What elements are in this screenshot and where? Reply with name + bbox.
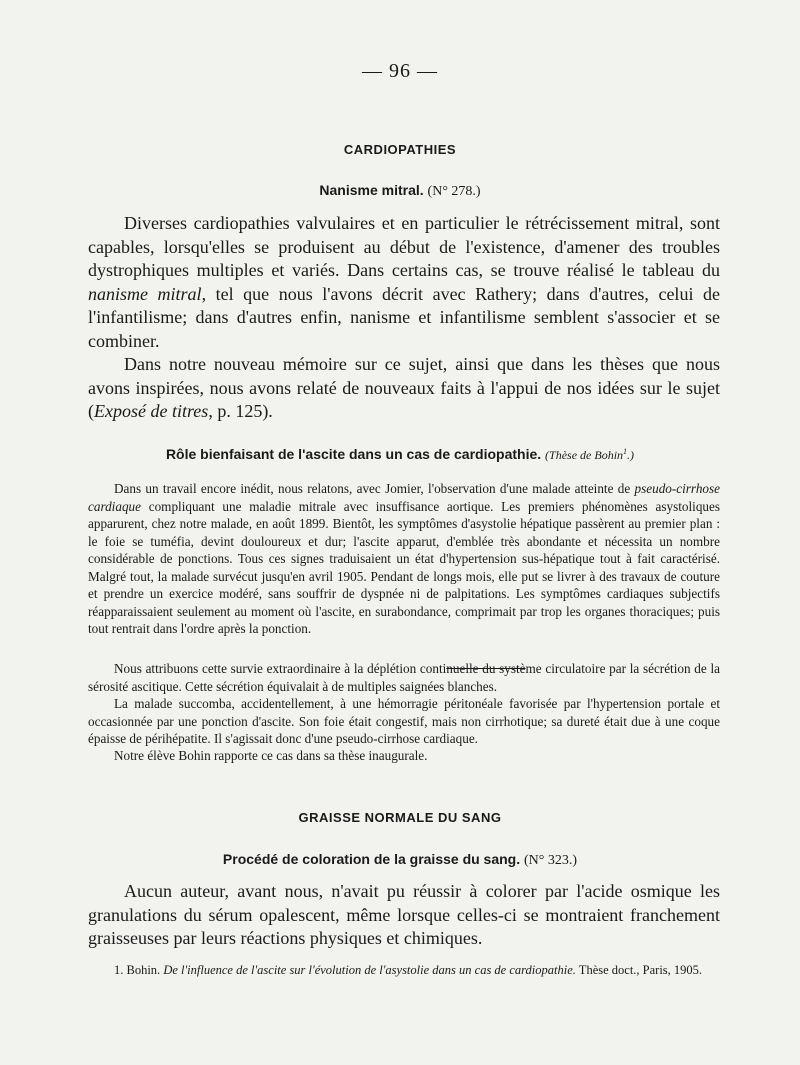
paragraph-ascite-4: Notre élève Bohin rapporte ce cas dans sa thèse inaugurale. [114, 748, 428, 763]
footnote-text: Thèse doct., Paris, 1905. [575, 963, 703, 977]
footnote [88, 962, 720, 979]
subheading-title: Nanisme mitral. [319, 182, 424, 198]
struck-text: nuelle du systè [446, 661, 526, 676]
text-run: , p. 125). [208, 401, 273, 421]
paragraph-ascite-1 [88, 480, 720, 638]
subheading-number: (N° 278.) [427, 184, 481, 199]
paragraph-nanisme-2 [88, 353, 720, 424]
italic-reference: Exposé de titres [94, 401, 209, 421]
paragraph-ascite-2 [88, 660, 720, 695]
section-heading-cardiopathies: CARDIOPATHIES [343, 142, 457, 157]
section-heading-graisse: GRAISSE NORMALE DU SANG [298, 810, 502, 825]
subheading-nanisme-mitral [0, 182, 800, 200]
footnote-number: 1. Bohin. [114, 963, 164, 977]
paragraph-nanisme-1 [88, 212, 720, 353]
text-run: me circulatoire par la sécrétion de la sérosité ascitique. Cette sécrétion équivalait à de multiples saignées blanches. [88, 661, 720, 694]
paragraph-ascite-3: La malade succomba, accidentellement, à une hémorragie péritonéale favorisée par l'hypertension portale et occasionnée par une ponction d'ascite. Son foie était congestif, mais non cirrhotique; sa dureté était due à une coque épaisse de périhépatite. Il s'agissait donc d'une pseudo-cirrhose cardiaque. [88, 696, 720, 746]
page-number: — 96 — [362, 60, 438, 82]
text-run: Dans un travail encore inédit, nous relatons, avec Jomier, l'observation d'une malade atteinte de [114, 481, 635, 496]
text-run: Nous attribuons cette survie extraordinaire à la déplétion conti [114, 661, 447, 676]
italic-term: pseudo-cirrhose cardiaque [88, 481, 720, 514]
text-run: Dans notre nouveau mémoire sur ce sujet, ainsi que dans les thèses que nous avons inspirées, nous avons relaté de nouveaux faits à l'appui de nos idées sur le sujet ( [88, 354, 720, 421]
text-run: compliquant une maladie mitrale avec insuffisance aortique. Les premiers phénomènes asystoliques apparurent, chez notre malade, en août 1899. Bientôt, les symptômes d'asystolie hépatique passèrent au premier plan : le foie se tuméfia, devint douloureux et dur; l'ascite apparut, d'emblée très abondante et nécessita un nombre considérable de ponctions. Tous ces signes traduisaient un état d'hypertension sus-hépatique tout à fait caractérisé. Malgré tout, la malade survécut jusqu'en avril 1905. Pendant de longs mois, elle put se livrer à des travaux de couture et prendre un exercice modéré, sans souffrir de dyspnée ni de palpitations. Les symptômes cardiaques subjectifs réapparaissaient seulement au moment où l'ascite, en surabondance, comprimait par trop les organes thoraciques; puis tout rentrait dans l'ordre après la ponction. [88, 498, 720, 636]
subheading-number: (N° 323.) [524, 853, 578, 868]
subheading-procede [0, 851, 800, 869]
paren: .) [627, 448, 635, 462]
footnote-marker: 1 [623, 447, 628, 456]
source-title: Thèse de Bohin [549, 448, 624, 462]
subheading-title: Rôle bienfaisant de l'ascite dans un cas de cardiopathie. [165, 446, 542, 462]
text-run: , tel que nous l'avons décrit avec Rathery; dans d'autres, celui de l'infantilisme; dans d'autres enfin, nanisme et infantilisme semblent s'associer et se combiner. [88, 283, 720, 351]
footnote-title: De l'influence de l'ascite sur l'évolution de l'asystolie dans un cas de cardiopathie. [163, 963, 576, 977]
subheading-ascite [0, 446, 800, 463]
paren: ( [545, 448, 550, 462]
text-run: Diverses cardiopathies valvulaires et en particulier le rétrécissement mitral, sont capables, lorsqu'elles se produisent au début de l'existence, d'amener des troubles dystrophiques multiples et variés. Dans certains cas, se trouve réalisé le tableau du [88, 213, 720, 280]
paragraph-graisse-1: Aucun auteur, avant nous, n'avait pu réussir à colorer par l'acide osmique les granulations du sérum opalescent, même lorsque celles-ci se montraient franchement graisseuses par leurs réactions physiques et chimiques. [88, 881, 720, 948]
subheading-title: Procédé de coloration de la graisse du sang. [222, 851, 521, 867]
subheading-source [545, 448, 634, 462]
italic-term: nanisme mitral [88, 283, 202, 304]
